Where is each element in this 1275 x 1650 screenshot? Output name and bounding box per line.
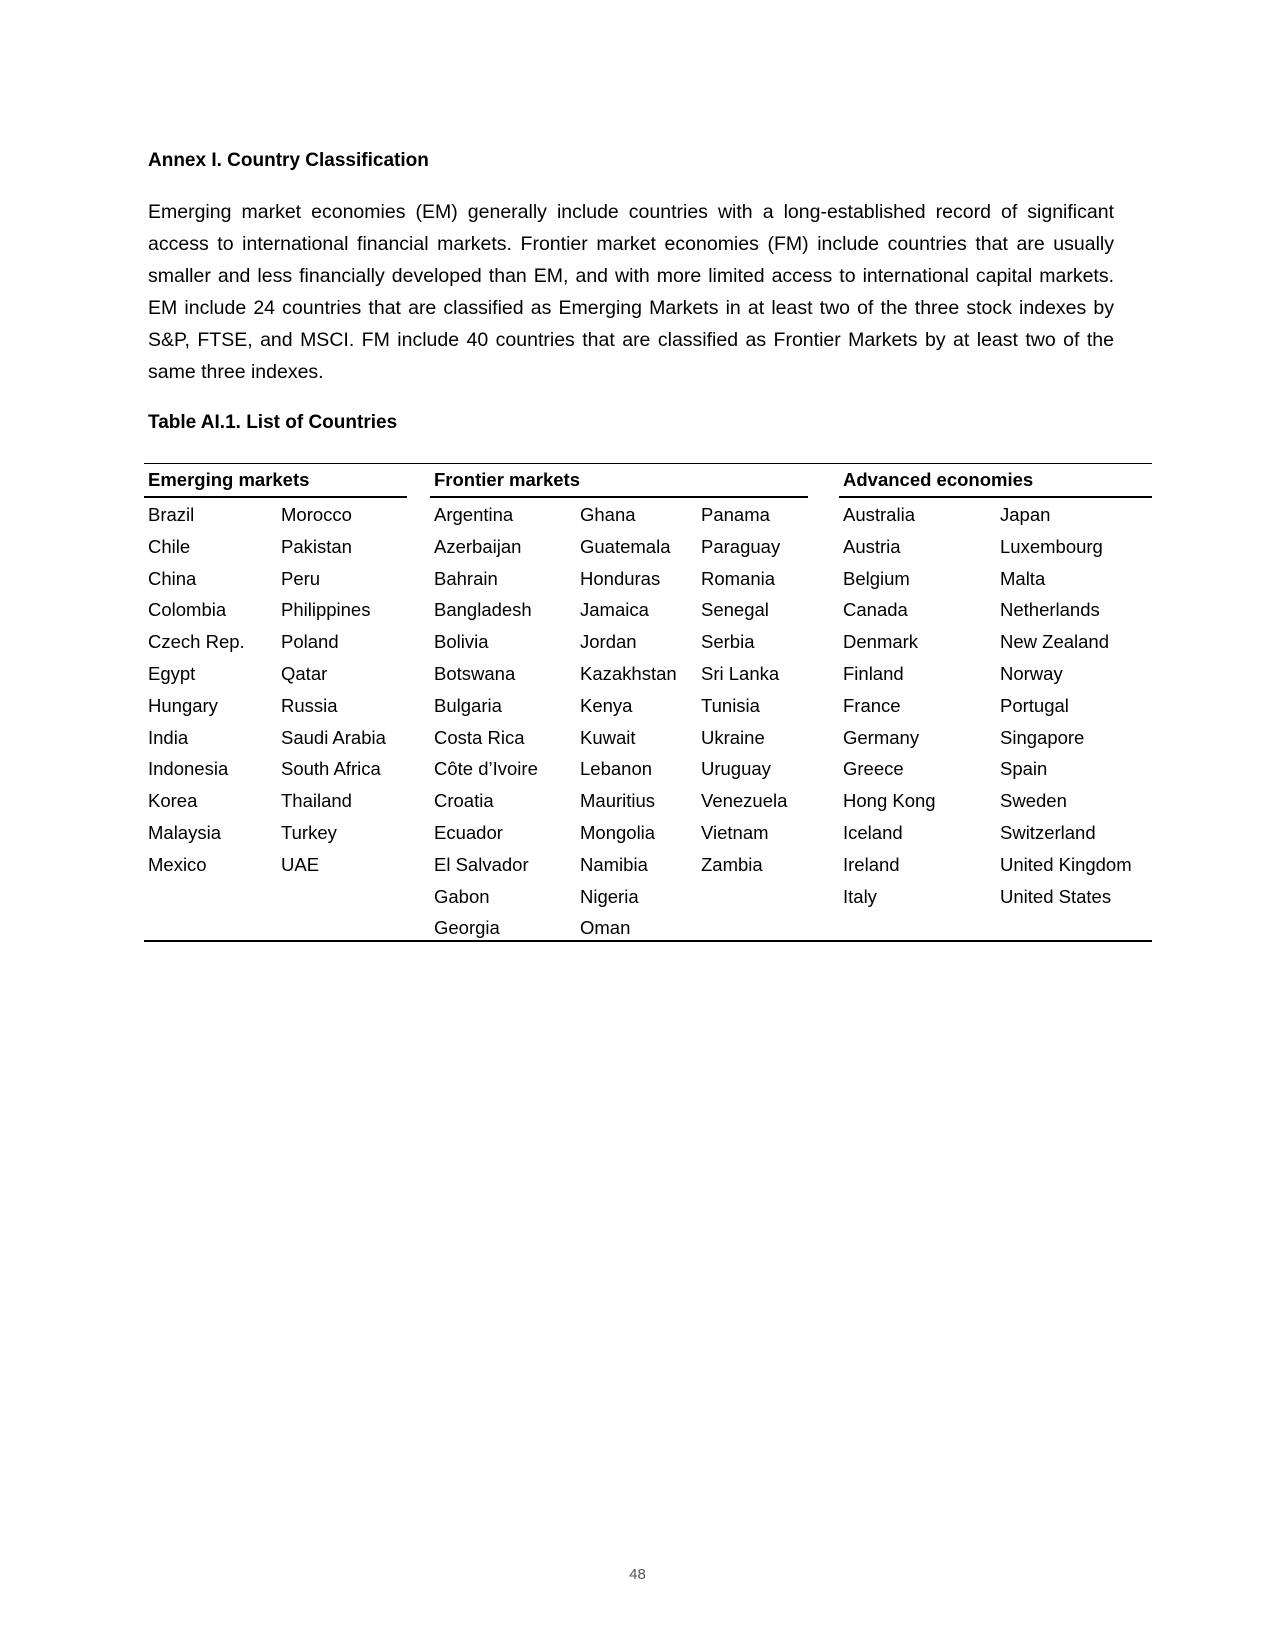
intro-paragraph: Emerging market economies (EM) generally include countries with a long-established record of significant access to international financial markets. Frontier market economies (FM) include countries that are usually smaller and less financially developed than EM, and with more limited access to international capital markets. EM include 24 countries that are classified as Emerging Markets in at least two of the three stock indexes by S&P, FTSE, and MSCI. FM include 40 countries that are classified as Frontier Markets by at least two of the same three indexes. [148,201,1114,383]
advanced-economies-rule [839,496,1152,498]
country-cell: Hong Kong [843,790,936,812]
country-cell: Costa Rica [434,726,525,748]
country-cell: Bahrain [434,567,498,589]
country-cell: Bulgaria [434,694,502,716]
country-cell: Japan [1000,504,1051,525]
country-cell: New Zealand [1000,631,1110,653]
country-cell: Korea [148,790,198,812]
country-cell: Singapore [1000,726,1085,748]
country-cell: Colombia [148,599,227,621]
country-cell: Hungary [148,694,218,716]
country-cell: Bolivia [434,631,489,653]
country-cell: Netherlands [1000,599,1100,621]
country-cell: Paraguay [701,535,781,557]
country-cell: Jamaica [580,599,649,621]
advanced-economies-col-1 [843,499,936,912]
country-cell: Canada [843,599,908,621]
country-cell: Egypt [148,662,196,684]
country-cell: Germany [843,726,920,748]
country-cell: Honduras [580,567,661,589]
country-cell: Venezuela [701,790,788,812]
country-cell: Ukraine [701,726,765,748]
country-cell: Malta [1000,567,1046,589]
country-cell: Norway [1000,662,1063,684]
country-cell: Thailand [281,790,352,812]
country-cell: Portugal [1000,694,1069,716]
country-cell: Tunisia [701,694,760,716]
country-cell: Switzerland [1000,821,1096,843]
country-cell: Lebanon [580,758,653,780]
frontier-markets-col-2 [580,499,677,944]
country-cell: Guatemala [580,535,671,557]
country-cell: Côte d’Ivoire [434,758,538,780]
frontier-markets-col-1 [434,499,538,944]
country-cell: Luxembourg [1000,535,1103,557]
country-cell: El Salvador [434,853,529,875]
country-cell: Pakistan [281,535,352,557]
country-cell: Mauritius [580,790,656,812]
emerging-markets-header: Emerging markets [148,469,310,490]
country-cell: UAE [281,853,320,875]
country-cell: Qatar [281,662,328,684]
country-cell: Zambia [701,853,763,875]
emerging-markets-rule [144,496,407,498]
country-cell: Morocco [281,504,352,525]
country-cell: Ecuador [434,821,503,843]
country-cell: France [843,694,901,716]
country-cell: Chile [148,535,191,557]
country-cell: Namibia [580,853,648,875]
country-cell: Kazakhstan [580,662,677,684]
country-cell: India [148,726,189,748]
country-cell: Azerbaijan [434,535,522,557]
country-cell: Australia [843,504,915,525]
annex-title: Annex I. Country Classification [148,150,429,171]
country-cell: Nigeria [580,885,639,907]
country-cell: Uruguay [701,758,771,780]
country-cell: Austria [843,535,901,557]
country-cell: Argentina [434,504,514,525]
country-cell: Czech Rep. [148,631,245,653]
country-cell: Belgium [843,567,910,589]
country-cell: Romania [701,567,776,589]
country-cell: Spain [1000,758,1048,780]
country-cell: Ghana [580,504,636,525]
country-cell: United States [1000,885,1112,907]
country-cell: China [148,567,197,589]
frontier-markets-header: Frontier markets [434,469,580,490]
frontier-markets-col-3 [701,499,787,881]
country-cell: Kenya [580,694,633,716]
country-cell: South Africa [281,758,381,780]
country-cell: Panama [701,504,770,525]
country-cell: Peru [281,567,321,589]
country-cell: Brazil [148,504,195,525]
country-cell: Poland [281,631,339,653]
country-cell: Greece [843,758,904,780]
country-cell: Russia [281,694,338,716]
country-cell: Mexico [148,853,207,875]
country-cell: Turkey [281,821,337,843]
country-cell: Jordan [580,631,637,653]
page-number: 48 [629,1566,646,1583]
emerging-markets-col-2 [281,499,386,881]
country-cell: Malaysia [148,821,221,843]
country-cell: Gabon [434,885,490,907]
country-cell: Oman [580,917,631,939]
table-top-rule [144,463,1152,464]
country-cell: Italy [843,885,877,907]
country-cell: Sri Lanka [701,662,780,684]
country-cell: Georgia [434,917,500,939]
country-cell: Philippines [281,599,371,621]
emerging-markets-col-1 [148,499,245,881]
advanced-economies-col-2 [1000,499,1132,912]
country-cell: Saudi Arabia [281,726,386,748]
frontier-markets-rule [430,496,808,498]
country-cell: Vietnam [701,821,769,843]
country-cell: Ireland [843,853,900,875]
country-cell: Senegal [701,599,769,621]
country-cell: Bangladesh [434,599,532,621]
country-cell: Croatia [434,790,494,812]
country-cell: Mongolia [580,821,656,843]
country-cell: Botswana [434,662,516,684]
country-cell: Denmark [843,631,919,653]
country-cell: Iceland [843,821,903,843]
country-cell: Indonesia [148,758,229,780]
country-cell: Sweden [1000,790,1067,812]
country-cell: Serbia [701,631,755,653]
table-bottom-rule [144,940,1152,942]
country-cell: Kuwait [580,726,636,748]
table-title: Table AI.1. List of Countries [148,412,398,433]
advanced-economies-header: Advanced economies [843,469,1034,490]
country-cell: United Kingdom [1000,853,1132,875]
country-cell: Finland [843,662,904,684]
country-table [144,463,1152,943]
